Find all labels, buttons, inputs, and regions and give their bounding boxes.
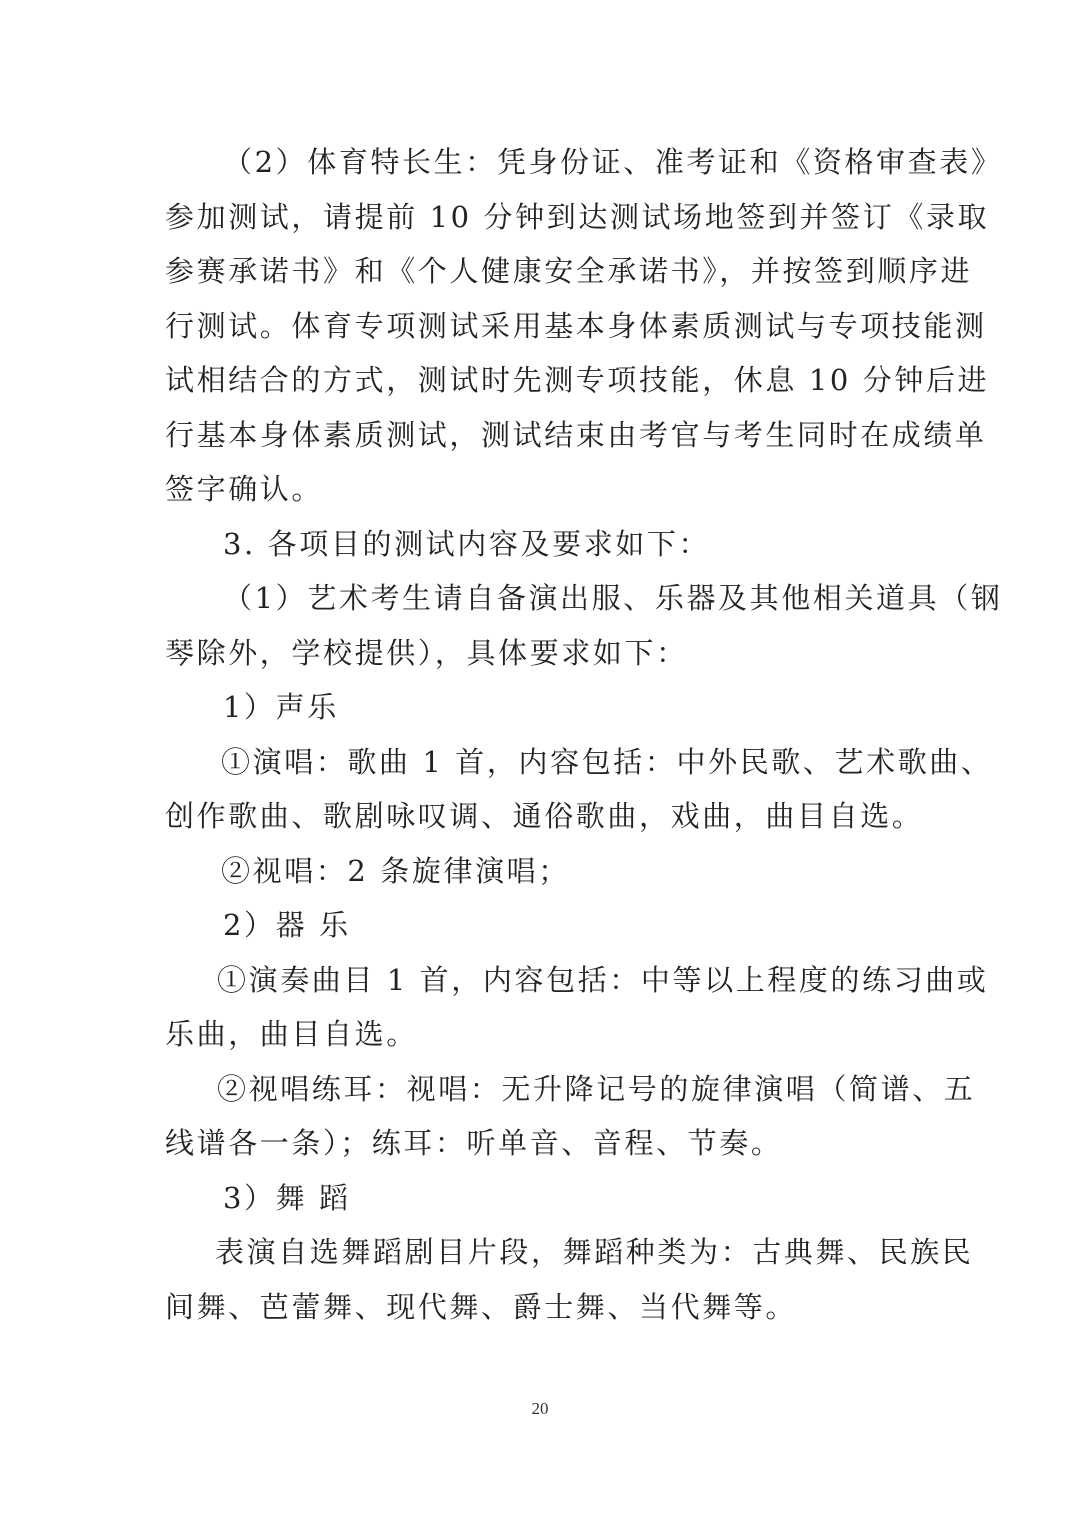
para-instrumental-performance (165, 956, 989, 1065)
para-art-candidates (165, 574, 1003, 683)
text-line: ①演奏曲目 1 首，内容包括：中等以上程度的练习曲或 (217, 962, 989, 997)
text-line: 琴除外，学校提供），具体要求如下： (165, 635, 688, 670)
para-sports-specialty (165, 138, 1003, 520)
text-line: ①演唱：歌曲 1 首，内容包括：中外民歌、艺术歌曲、 (221, 744, 993, 779)
para-item-3 (165, 520, 917, 575)
para-instrumental-ear-training (165, 1065, 976, 1174)
text-line: ②视唱：2 条旋律演唱； (221, 853, 570, 888)
text-line: 表演自选舞蹈剧目片段，舞蹈种类为：古典舞、民族民 (215, 1235, 974, 1269)
text-line: ②视唱练耳：视唱：无升降记号的旋律演唱（简谱、五 (217, 1071, 976, 1106)
heading-instrumental (165, 901, 917, 956)
text-line: 参加测试，请提前 10 分钟到达测试场地签到并签订《录取 (165, 199, 990, 234)
text-line: 乐曲，曲目自选。 (165, 1017, 418, 1051)
text-line: 线谱各一条）；练耳：听单音、音程、节奏。 (165, 1126, 783, 1160)
text-line: 创作歌曲、歌剧咏叹调、通俗歌曲，戏曲，曲目自选。 (165, 799, 924, 833)
heading-dance (165, 1174, 917, 1229)
section-heading: 1）声乐 (223, 690, 339, 724)
text-line: 签字确认。 (165, 472, 324, 506)
section-heading: 2）器 乐 (223, 908, 351, 942)
text-line: 行测试。体育专项测试采用基本身体素质测试与专项技能测 (165, 308, 987, 343)
text-line: 试相结合的方式，测试时先测专项技能，休息 10 分钟后进 (165, 363, 990, 397)
section-heading: 3）舞 蹈 (223, 1180, 351, 1215)
text-line: 参赛承诺书》和《个人健康安全承诺书》，并按签到顺序进 (165, 254, 973, 288)
text-line: 行基本身体素质测试，测试结束由考官与考生同时在成绩单 (165, 417, 987, 452)
text-line: （1）艺术考生请自备演出服、乐器及其他相关道具（钢 (223, 581, 1003, 615)
para-vocal-singing (165, 738, 993, 847)
document-body (165, 138, 1003, 1337)
text-line: （2）体育特长生：凭身份证、准考证和《资格审查表》 (223, 145, 1003, 179)
page-number: 20 (531, 1399, 549, 1418)
heading-vocal (165, 683, 917, 738)
text-line: 3. 各项目的测试内容及要求如下： (223, 526, 711, 561)
text-line: 间舞、芭蕾舞、现代舞、爵士舞、当代舞等。 (165, 1289, 798, 1324)
para-dance (165, 1228, 974, 1337)
para-vocal-sight-singing (165, 847, 917, 902)
